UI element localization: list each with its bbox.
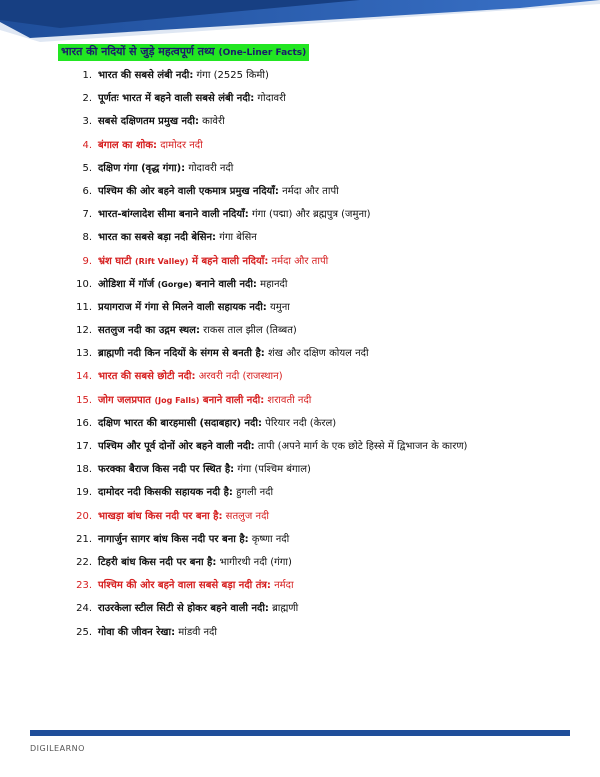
fact-question-suffix: में बहने वाली नदियाँ: (188, 255, 269, 267)
fact-answer: गोदावरी नदी (185, 162, 234, 174)
fact-number: 10. (76, 278, 92, 290)
fact-item (62, 110, 582, 133)
fact-text (98, 250, 328, 273)
fact-text (98, 273, 287, 296)
fact-question-text: पूर्णतः भारत में बहने वाली सबसे लंबी नदी: (98, 93, 255, 105)
fact-item (62, 389, 582, 412)
fact-item (62, 435, 582, 458)
fact-text (98, 180, 339, 203)
fact-answer: मांडवी नदी (175, 626, 217, 638)
fact-question-text: सबसे दक्षिणतम प्रमुख नदी: (98, 116, 199, 128)
fact-item (62, 296, 582, 319)
fact-number: 18. (76, 464, 92, 476)
fact-question-text: पश्चिम की ओर बहने वाला सबसे बड़ा नदी तंत्र: (98, 580, 271, 592)
title-english: (One-Liner Facts) (218, 48, 307, 58)
fact-text (98, 458, 311, 481)
fact-item (62, 157, 582, 180)
fact-answer: नर्मदा और तापी (278, 185, 339, 197)
fact-answer: नर्मदा और तापी (268, 255, 329, 267)
fact-question-text: गोवा की जीवन रेखा: (98, 626, 176, 638)
fact-item (62, 180, 582, 203)
fact-question-text: राउरकेला स्टील सिटी से होकर बहने वाली नदी: (98, 603, 269, 615)
fact-question-text: भाखड़ा बांध किस नदी पर बना है: (98, 510, 223, 522)
fact-item (62, 250, 582, 273)
fact-text (98, 481, 273, 504)
fact-question-text: दक्षिण भारत की बारहमासी (सदाबहार) नदी: (98, 417, 262, 429)
fact-text (98, 134, 203, 157)
fact-question (98, 232, 216, 243)
fact-answer: पेरियार नदी (केरल) (261, 417, 337, 429)
fact-question-text: दक्षिण गंगा (वृद्ध गंगा): (98, 162, 186, 174)
fact-item (62, 365, 582, 388)
fact-text (98, 226, 257, 249)
fact-answer: राकस ताल झील (तिब्बत) (199, 325, 297, 337)
fact-text (98, 435, 467, 458)
fact-question (98, 163, 185, 174)
fact-text (98, 64, 269, 87)
fact-text (98, 505, 269, 528)
fact-answer: नर्मदा (270, 580, 294, 592)
fact-question-text: नागार्जुन सागर बांध किस नदी पर बना है: (98, 533, 249, 545)
fact-answer: गंगा बेसिन (216, 232, 257, 244)
fact-answer: तापी (अपने मार्ग के एक छोटे हिस्से में द्विभाजन के कारण) (254, 441, 468, 452)
fact-item (62, 621, 582, 644)
fact-question (98, 395, 264, 406)
fact-answer: गंगा (2525 किमी) (193, 70, 269, 81)
fact-item (62, 319, 582, 342)
fact-item (62, 597, 582, 620)
fact-question (98, 441, 255, 452)
fact-answer: शरावती नदी (264, 394, 312, 406)
fact-question-text: भारत-बांग्लादेश सीमा बनाने वाली नदियाँ: (98, 209, 249, 221)
fact-answer: कावेरी (198, 116, 225, 128)
fact-answer: अरवरी नदी (राजस्थान) (195, 371, 283, 383)
fact-question (98, 279, 257, 290)
fact-item (62, 574, 582, 597)
fact-question-suffix: बनाने वाली नदी: (199, 394, 265, 406)
fact-item (62, 273, 582, 296)
fact-text (98, 157, 233, 180)
fact-text (98, 87, 286, 110)
fact-item (62, 458, 582, 481)
fact-number: 15. (76, 394, 92, 406)
fact-item (62, 481, 582, 504)
fact-question (98, 348, 265, 359)
fact-answer: शंख और दक्षिण कोयल नदी (264, 348, 369, 360)
fact-question-english: (Gorge) (157, 279, 193, 289)
title-hindi: भारत की नदियों से जुड़े महत्वपूर्ण तथ्य (61, 45, 215, 58)
fact-item (62, 412, 582, 435)
fact-question-text: ओडिशा में गॉर्ज (98, 278, 158, 290)
fact-question-text: पश्चिम और पूर्व दोनों ओर बहने वाली नदी: (98, 441, 255, 452)
fact-question-text: टिहरी बांध किस नदी पर बना है: (98, 556, 217, 568)
fact-question-suffix: बनाने वाली नदी: (192, 278, 257, 290)
fact-answer: भागीरथी नदी (गंगा) (216, 556, 292, 568)
fact-number: 19. (76, 487, 92, 499)
fact-number: 7. (82, 209, 92, 221)
fact-text (98, 528, 289, 551)
fact-question (98, 603, 269, 614)
fact-number: 9. (82, 255, 92, 267)
fact-question-english: (Jog Falls) (154, 395, 200, 405)
fact-question-text: भारत की सबसे छोटी नदी: (98, 371, 196, 383)
fact-question-text: प्रयागराज में गंगा से मिलने वाली सहायक नदी: (98, 301, 267, 313)
fact-question-text: भ्रंश घाटी (98, 255, 135, 267)
footer-bar (30, 730, 570, 736)
fact-item (62, 551, 582, 574)
fact-question (98, 511, 223, 522)
fact-text (98, 551, 292, 574)
fact-question (98, 418, 262, 429)
fact-text (98, 365, 283, 388)
fact-answer: महानदी (256, 278, 288, 290)
fact-number: 23. (76, 580, 92, 592)
fact-number: 4. (82, 139, 92, 151)
fact-item (62, 505, 582, 528)
fact-item (62, 226, 582, 249)
fact-text (98, 342, 369, 365)
fact-question-english: (Rift Valley) (134, 256, 189, 266)
fact-text (98, 110, 225, 133)
fact-number: 16. (76, 417, 92, 429)
fact-number: 12. (76, 325, 92, 337)
fact-question-text: सतलुज नदी का उद्गम स्थल: (98, 325, 200, 337)
fact-item (62, 528, 582, 551)
fact-question-text: भारत का सबसे बड़ा नदी बेसिन: (98, 232, 217, 244)
fact-number: 11. (76, 301, 92, 313)
fact-answer: दामोदर नदी (157, 139, 203, 151)
fact-text (98, 319, 297, 342)
fact-question (98, 186, 279, 197)
fact-question (98, 371, 196, 382)
fact-question (98, 256, 268, 267)
fact-number: 22. (76, 556, 92, 568)
fact-text (98, 203, 371, 226)
fact-text (98, 597, 298, 620)
fact-number: 2. (82, 93, 92, 105)
fact-number: 17. (76, 441, 92, 452)
fact-text (98, 389, 311, 412)
fact-question (98, 487, 233, 498)
fact-question (98, 464, 234, 475)
fact-item (62, 342, 582, 365)
fact-question (98, 93, 254, 104)
fact-question (98, 70, 193, 81)
fact-text (98, 574, 294, 597)
fact-question-text: फरक्का बैराज किस नदी पर स्थित है: (98, 464, 235, 476)
fact-question (98, 325, 200, 336)
fact-question-text: दामोदर नदी किसकी सहायक नदी है: (98, 487, 233, 499)
fact-answer: ब्राह्मणी (268, 603, 299, 615)
fact-question-text: पश्चिम की ओर बहने वाली एकमात्र प्रमुख नदियाँ: (98, 185, 279, 197)
fact-text (98, 621, 217, 644)
fact-number: 1. (82, 70, 92, 81)
fact-number: 6. (82, 185, 92, 197)
fact-answer: गोदावरी (254, 93, 286, 105)
fact-number: 3. (82, 116, 92, 128)
fact-question (98, 580, 271, 591)
footer-brand: DIGILEARNO (30, 744, 85, 753)
fact-number: 8. (82, 232, 92, 244)
fact-question (98, 627, 175, 638)
fact-number: 24. (76, 603, 92, 615)
fact-text (98, 412, 336, 435)
fact-number: 25. (76, 626, 92, 638)
facts-list (62, 64, 582, 644)
fact-answer: गंगा (पश्चिम बंगाल) (234, 464, 311, 476)
fact-item (62, 87, 582, 110)
fact-item (62, 64, 582, 87)
fact-answer: कृष्णा नदी (248, 533, 290, 545)
fact-question (98, 302, 267, 313)
fact-question-text: बंगाल का शोक: (98, 139, 158, 151)
fact-question (98, 209, 249, 220)
fact-question (98, 557, 216, 568)
fact-answer: हुगली नदी (232, 487, 274, 499)
fact-question (98, 116, 199, 127)
fact-number: 21. (76, 533, 92, 545)
fact-question-text: ब्राह्मणी नदी किन नदियों के संगम से बनती है: (98, 348, 265, 360)
fact-answer: सतलुज नदी (222, 510, 269, 522)
fact-number: 20. (76, 510, 92, 522)
fact-number: 5. (82, 162, 92, 174)
fact-item (62, 203, 582, 226)
fact-answer: गंगा (पद्मा) और ब्रह्मपुत्र (जमुना) (248, 209, 371, 221)
fact-question-text: जोग जलप्रपात (98, 394, 155, 406)
fact-number: 14. (76, 371, 92, 383)
fact-answer: यमुना (266, 301, 290, 313)
fact-question-text: भारत की सबसे लंबी नदी: (98, 70, 194, 81)
fact-question (98, 534, 249, 545)
fact-number: 13. (76, 348, 92, 360)
fact-text (98, 296, 290, 319)
fact-question (98, 140, 157, 151)
page-title (58, 44, 309, 61)
fact-item (62, 134, 582, 157)
